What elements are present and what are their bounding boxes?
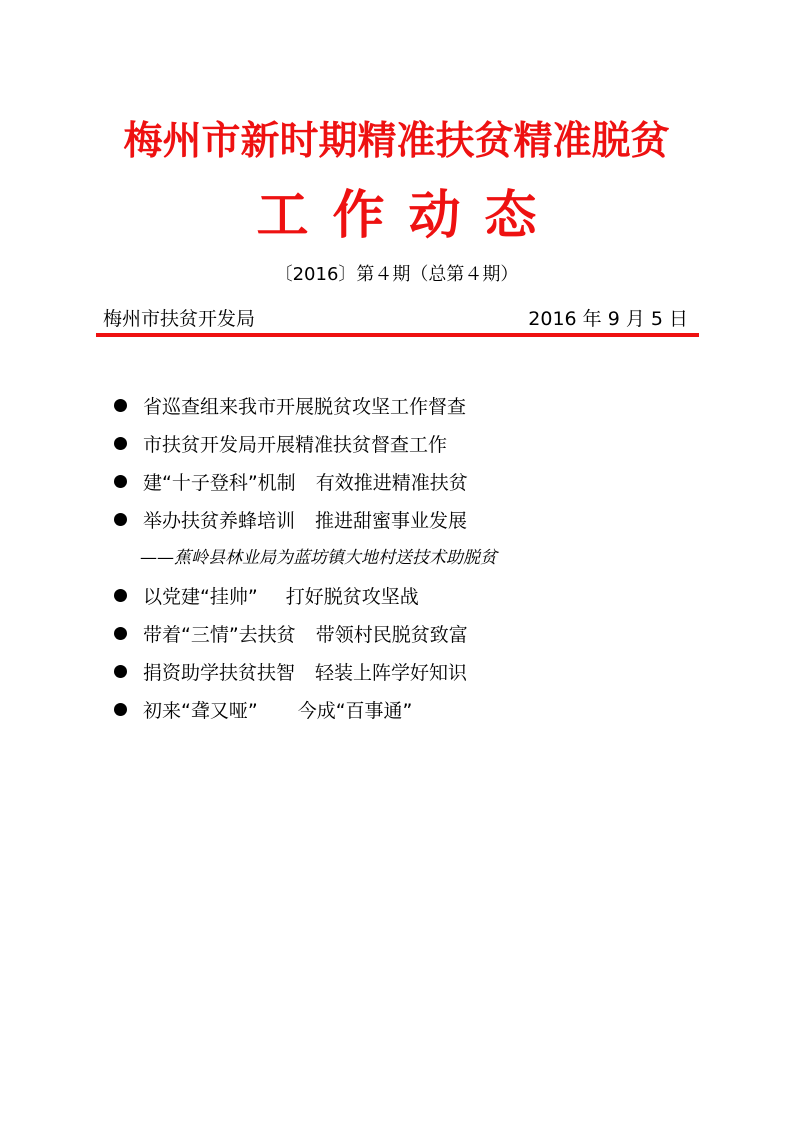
table-of-contents (114, 391, 674, 733)
bullet-icon (114, 475, 127, 488)
toc-item-text: 推进甜蜜事业发展 (315, 510, 468, 532)
bullet-icon (114, 589, 127, 602)
toc-item-text: 初来“聋又哑” (143, 700, 258, 722)
toc-item-text: 带着“三情”去扶贫 (143, 624, 296, 646)
toc-item-text: 有效推进精准扶贫 (315, 472, 468, 494)
masthead-subtitle: 工作动态 (256, 185, 561, 246)
toc-item[interactable] (114, 581, 674, 619)
toc-item[interactable] (114, 619, 674, 657)
toc-item-subtitle (114, 537, 674, 581)
toc-item-text: 建“十子登科”机制 (143, 472, 296, 494)
issue-number: 〔2016〕第４期（总第４期） (274, 264, 519, 285)
toc-item-text: 省巡查组来我市开展脱贫攻坚工作督查 (143, 396, 467, 418)
toc-item-text: 轻装上阵学好知识 (315, 662, 468, 684)
bullet-icon (114, 703, 127, 716)
toc-subtitle-text: ——蕉岭县林业局为蓝坊镇大地村送技术助脱贫 (140, 548, 497, 568)
red-divider (96, 333, 699, 337)
toc-item[interactable] (114, 467, 674, 505)
toc-item-text: 以党建“挂帅” (143, 586, 258, 608)
toc-item-text: 市扶贫开发局开展精准扶贫督查工作 (143, 434, 448, 456)
publisher: 梅州市扶贫开发局 (103, 308, 256, 330)
toc-item[interactable] (114, 657, 674, 695)
toc-item[interactable] (114, 505, 674, 537)
toc-item-text: 打好脱贫攻坚战 (285, 586, 419, 608)
toc-item-text: 举办扶贫养蜂培训 (143, 510, 296, 532)
bullet-icon (114, 437, 127, 450)
toc-item[interactable] (114, 695, 674, 733)
bullet-icon (114, 665, 127, 678)
toc-item[interactable] (114, 391, 674, 429)
toc-item-text: 捐资助学扶贫扶智 (143, 662, 296, 684)
meta-row (103, 306, 688, 332)
publish-date: 2016 年 9 月 5 日 (528, 308, 688, 330)
masthead-title: 梅州市新时期精准扶贫精准脱贫 (123, 118, 670, 164)
toc-item[interactable] (114, 429, 674, 467)
bullet-icon (114, 627, 127, 640)
bullet-icon (114, 399, 127, 412)
toc-item-text: 带领村民脱贫致富 (315, 624, 468, 646)
bullet-icon (114, 513, 127, 526)
toc-item-text: 今成“百事通” (297, 700, 413, 722)
